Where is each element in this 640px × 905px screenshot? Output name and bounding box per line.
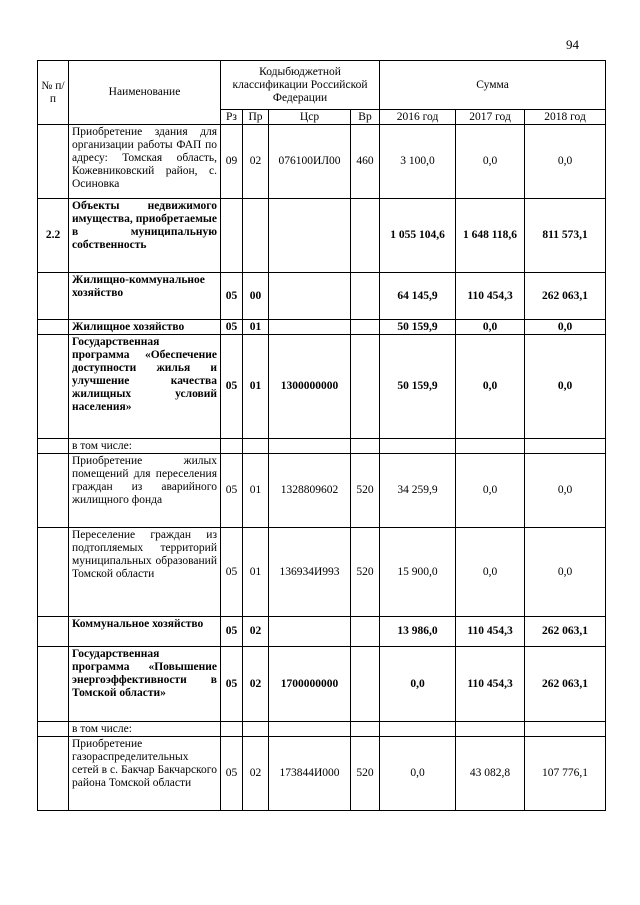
cell-pr: 01 [243,320,269,335]
cell-vr [351,439,380,454]
cell-pr: 00 [243,273,269,320]
table-row [38,439,606,454]
cell-csr: 173844И000 [269,737,351,811]
cell-num [38,647,69,722]
cell-pr [243,722,269,737]
cell-num [38,617,69,647]
cell-vr [351,722,380,737]
cell-name: Приобретение жилых помещений для переселения граждан из аварийного жилищного фонда [69,454,221,528]
cell-rz: 05 [221,617,243,647]
cell-rz [221,199,243,273]
cell-2017: 1 648 118,6 [456,199,525,273]
cell-vr [351,647,380,722]
cell-name: Государственная программа «Повышение энергоэффективности в Томской области» [69,647,221,722]
cell-rz [221,722,243,737]
cell-2018: 811 573,1 [525,199,606,273]
cell-csr: 1300000000 [269,335,351,439]
cell-2016: 0,0 [380,737,456,811]
cell-name: Жилищное хозяйство [69,320,221,335]
cell-2018: 262 063,1 [525,647,606,722]
header-2016: 2016 год [380,110,456,125]
cell-2016: 34 259,9 [380,454,456,528]
cell-2018: 0,0 [525,125,606,199]
cell-csr [269,617,351,647]
cell-rz: 05 [221,528,243,617]
table-row [38,647,606,722]
cell-vr: 520 [351,528,380,617]
table-row [38,273,606,320]
cell-csr: 1328809602 [269,454,351,528]
cell-vr [351,617,380,647]
cell-2017: 0,0 [456,125,525,199]
budget-table [37,60,606,811]
cell-2017: 43 082,8 [456,737,525,811]
cell-2017: 110 454,3 [456,617,525,647]
cell-csr: 076100ИЛ00 [269,125,351,199]
cell-2016: 1 055 104,6 [380,199,456,273]
cell-csr [269,320,351,335]
cell-name: Приобретение здания для организации работы ФАП по адресу: Томская область, Кожевниковский район, с. Осиновка [69,125,221,199]
cell-num [38,454,69,528]
cell-2017 [456,722,525,737]
cell-2017: 0,0 [456,320,525,335]
table-row [38,617,606,647]
cell-2017: 110 454,3 [456,647,525,722]
cell-vr [351,320,380,335]
cell-csr [269,199,351,273]
cell-csr: 136934И993 [269,528,351,617]
cell-num [38,722,69,737]
table-row [38,320,606,335]
cell-2016: 50 159,9 [380,335,456,439]
cell-vr: 520 [351,737,380,811]
header-pr: Пр [243,110,269,125]
cell-num [38,335,69,439]
cell-csr [269,722,351,737]
cell-2018 [525,722,606,737]
table-row [38,125,606,199]
cell-2018: 0,0 [525,320,606,335]
header-name: Наименование [69,61,221,125]
cell-pr: 02 [243,125,269,199]
cell-pr: 01 [243,528,269,617]
table-row [38,335,606,439]
cell-2017: 110 454,3 [456,273,525,320]
cell-num: 2.2 [38,199,69,273]
cell-rz: 05 [221,454,243,528]
table-row [38,722,606,737]
cell-rz: 05 [221,737,243,811]
cell-name: в том числе: [69,722,221,737]
cell-num [38,439,69,454]
cell-2016: 50 159,9 [380,320,456,335]
cell-2018: 0,0 [525,335,606,439]
cell-2018: 262 063,1 [525,617,606,647]
cell-rz: 05 [221,647,243,722]
cell-2017 [456,439,525,454]
cell-num [38,320,69,335]
cell-2018: 0,0 [525,454,606,528]
cell-name: Приобретение газораспределительных сетей в с. Бакчар Бакчарского района Томской области [69,737,221,811]
cell-pr: 02 [243,737,269,811]
cell-rz [221,439,243,454]
cell-name: в том числе: [69,439,221,454]
cell-name: Коммунальное хозяйство [69,617,221,647]
cell-2016 [380,722,456,737]
cell-2016 [380,439,456,454]
cell-vr [351,335,380,439]
cell-name: Объекты недвижимого имущества, приобретаемые в муниципальную собственность [69,199,221,273]
cell-2016: 13 986,0 [380,617,456,647]
header-2018: 2018 год [525,110,606,125]
cell-name: Государственная программа «Обеспечение доступности жилья и улучшение качества жилищных условий населения» [69,335,221,439]
cell-2017: 0,0 [456,454,525,528]
cell-rz: 05 [221,335,243,439]
cell-rz: 09 [221,125,243,199]
cell-csr: 1700000000 [269,647,351,722]
table-row [38,199,606,273]
cell-2016: 0,0 [380,647,456,722]
cell-vr [351,273,380,320]
header-rz: Рз [221,110,243,125]
cell-vr: 520 [351,454,380,528]
cell-2018: 107 776,1 [525,737,606,811]
cell-name: Жилищно-коммунальное хозяйство [69,273,221,320]
cell-pr [243,439,269,454]
cell-rz: 05 [221,273,243,320]
cell-pr: 01 [243,335,269,439]
cell-csr [269,439,351,454]
header-num: № п/п [38,61,69,125]
cell-pr: 02 [243,617,269,647]
cell-2018: 0,0 [525,528,606,617]
cell-num [38,737,69,811]
cell-csr [269,273,351,320]
cell-2016: 64 145,9 [380,273,456,320]
cell-2018 [525,439,606,454]
cell-vr [351,199,380,273]
header-sum: Сумма [380,61,606,110]
cell-2018: 262 063,1 [525,273,606,320]
page-number: 94 [566,37,579,52]
cell-rz: 05 [221,320,243,335]
cell-name: Переселение граждан из подтопляемых территорий муниципальных образований Томской области [69,528,221,617]
cell-2016: 15 900,0 [380,528,456,617]
cell-pr: 02 [243,647,269,722]
cell-num [38,528,69,617]
cell-pr [243,199,269,273]
header-csr: Цср [269,110,351,125]
table-row [38,737,606,811]
header-2017: 2017 год [456,110,525,125]
table-row [38,528,606,617]
cell-2017: 0,0 [456,528,525,617]
table-row [38,454,606,528]
cell-pr: 01 [243,454,269,528]
cell-2016: 3 100,0 [380,125,456,199]
cell-vr: 460 [351,125,380,199]
cell-num [38,125,69,199]
header-codes: Кодыбюджетной классификации Российской Федерации [221,61,380,110]
header-vr: Вр [351,110,380,125]
cell-num [38,273,69,320]
cell-2017: 0,0 [456,335,525,439]
